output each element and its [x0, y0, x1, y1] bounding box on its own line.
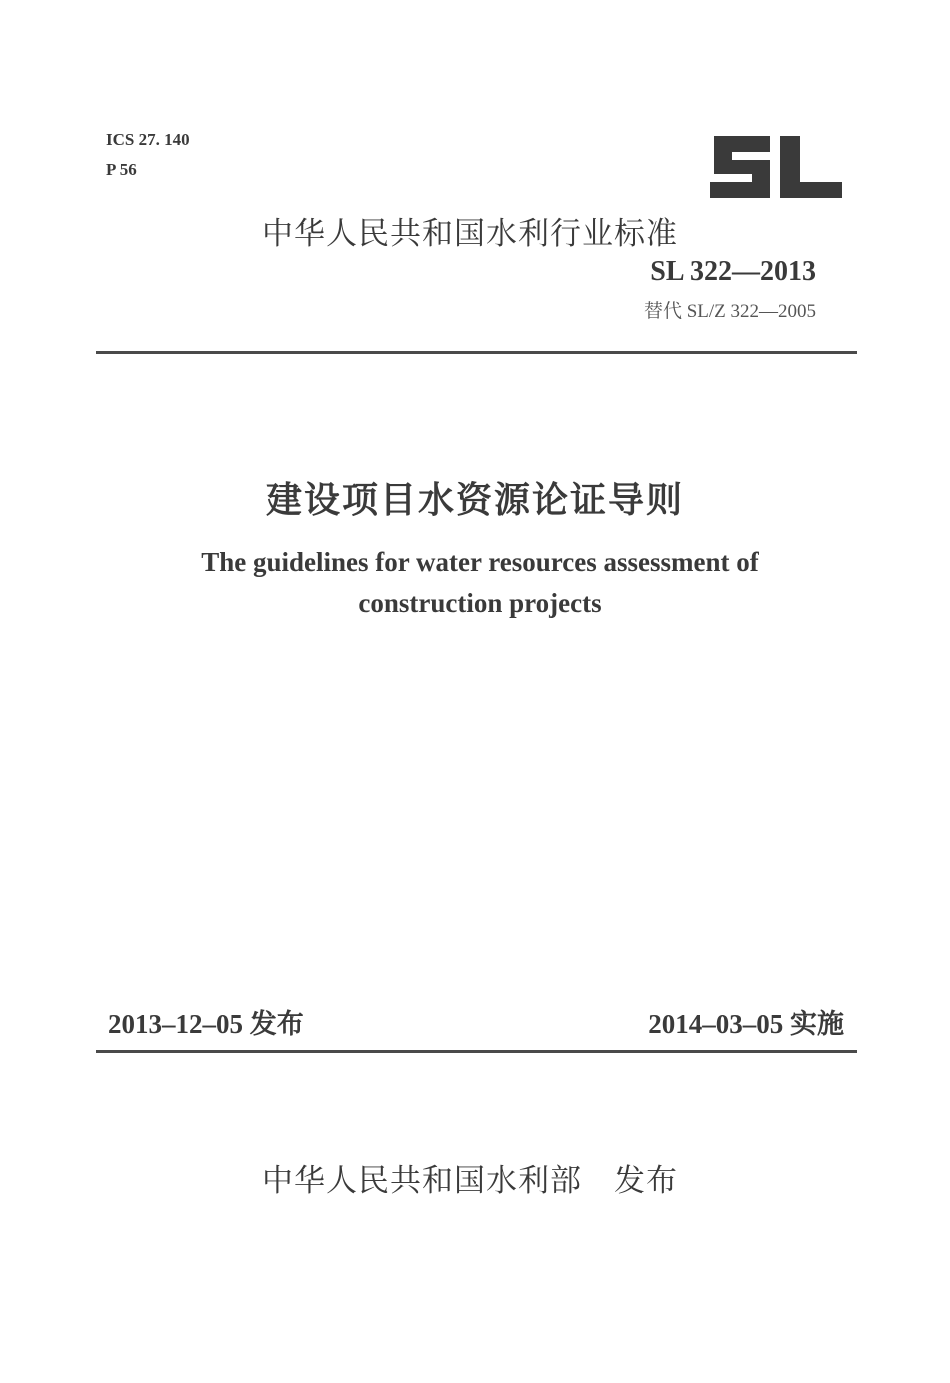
ics-code: ICS 27. 140 [106, 130, 190, 149]
replaces-standard: 替代 SL/Z 322—2005 [643, 301, 816, 322]
standard-number: SL 322—2013 [650, 256, 816, 287]
publisher: 中华人民共和国水利部 发布 [262, 1163, 678, 1199]
implementation-date: 2014–03–05 实施 [648, 1009, 844, 1039]
issue-date: 2013–12–05 发布 [108, 1009, 304, 1039]
top-divider [96, 351, 857, 354]
sl-logo [708, 130, 844, 204]
title-english: The guidelines for water resources assessment of construction projects [201, 547, 759, 618]
title-chinese: 建设项目水资源论证导则 [265, 480, 684, 521]
ccs-code: P 56 [106, 160, 137, 179]
bottom-divider [96, 1050, 857, 1053]
industry-standard-heading: 中华人民共和国水利行业标准 [262, 216, 678, 252]
